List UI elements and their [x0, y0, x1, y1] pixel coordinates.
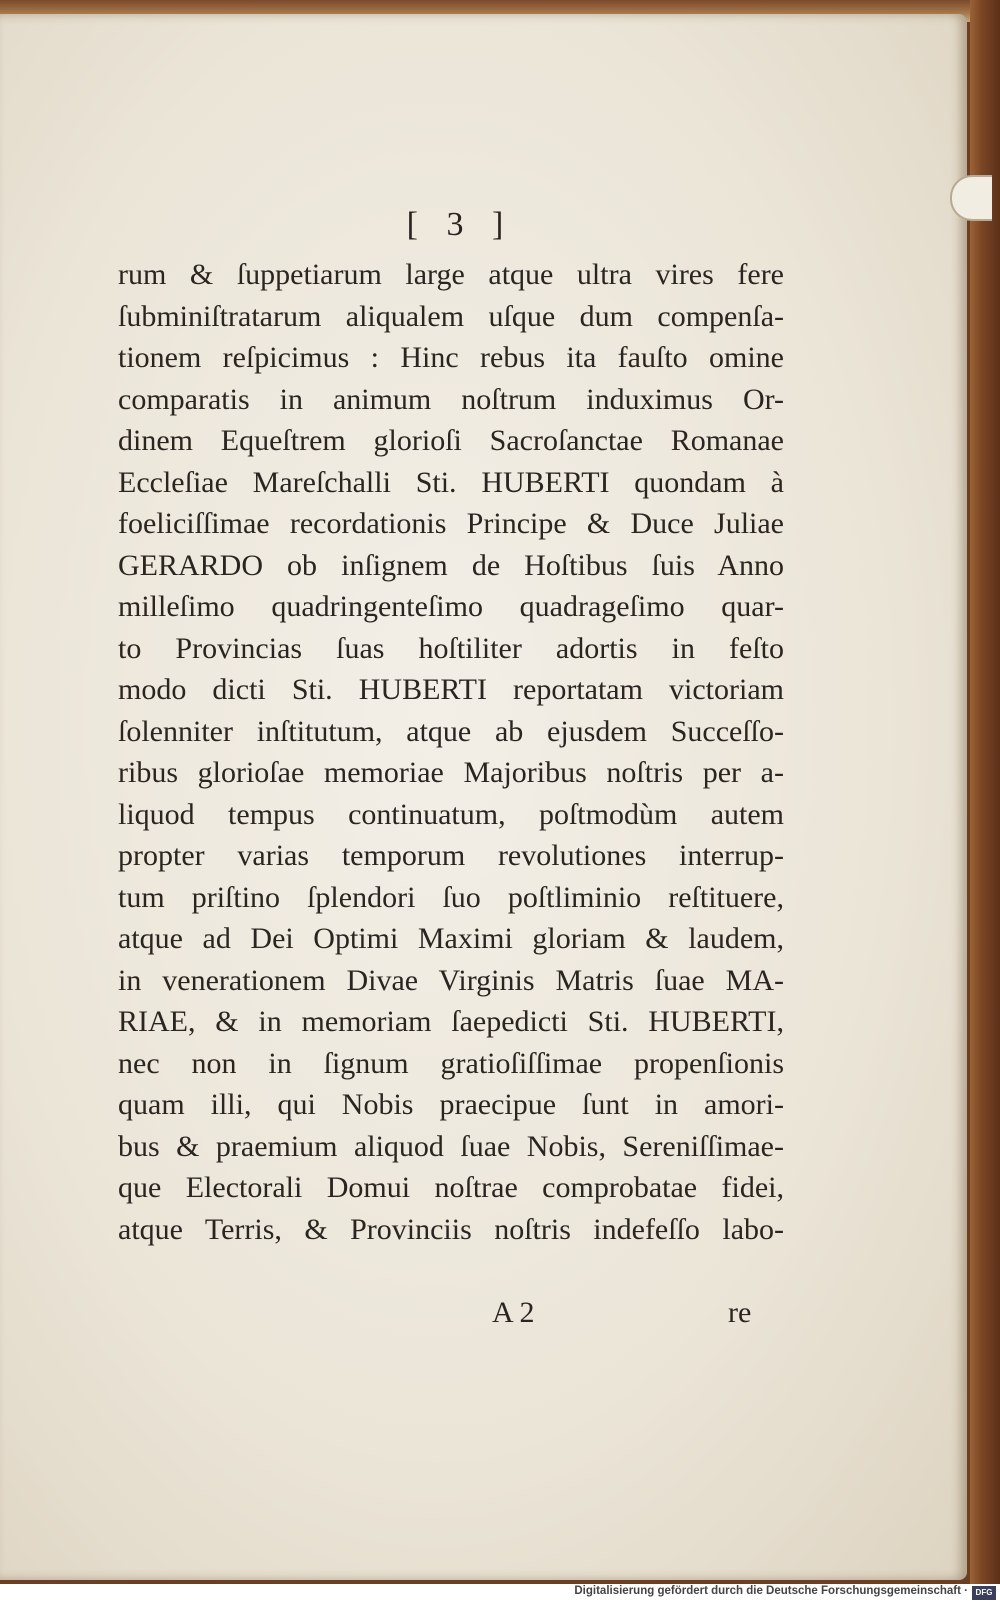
text-line: GERARDO ob inſignem de Hoſtibus ſuis Anno	[118, 548, 784, 582]
text-line: propter varias temporum revolutiones interrup-	[118, 839, 784, 872]
text-line: rum & ſuppetiarum large atque ultra vires fere	[118, 258, 784, 291]
text-line: comparatis in animum noſtrum induximus Or-	[118, 382, 784, 416]
page-footer	[0, 1296, 800, 1336]
catchword: re	[728, 1296, 752, 1329]
credit-text: Digitalisierung gefördert durch die Deutsche Forschungsgemeinschaft ·	[574, 1585, 968, 1597]
page-number-header: [ 3 ]	[406, 206, 514, 243]
book-page	[0, 14, 967, 1580]
text-line: to Provincias ſuas hoſtiliter adortis in feſto	[118, 631, 784, 665]
text-line: dinem Equeſtrem glorioſi Sacroſanctae Romanae	[118, 424, 784, 457]
text-line: atque Terris, & Provinciis noſtris indefeſſo labo-	[118, 1212, 784, 1246]
page-tab-marker	[950, 175, 992, 221]
credit-bar	[0, 1584, 1000, 1603]
book-binding-edge	[970, 0, 1000, 1584]
text-line: atque ad Dei Optimi Maximi gloriam & laudem,	[118, 922, 784, 955]
text-line: tionem reſpicimus : Hinc rebus ita fauſto omine	[118, 341, 784, 374]
text-line: RIAE, & in memoriam ſaepedicti Sti. HUBERTI,	[118, 1005, 784, 1038]
text-line: que Electorali Domui noſtrae comprobatae fidei,	[118, 1171, 784, 1204]
text-line: liquod tempus continuatum, poſtmodùm autem	[118, 797, 784, 831]
dfg-logo: DFG	[972, 1586, 996, 1600]
text-line: ſubminiſtratarum aliqualem uſque dum compenſa-	[118, 299, 784, 333]
text-line: bus & praemium aliquod ſuae Nobis, Sereniſſimae-	[118, 1129, 784, 1163]
text-line: ſolenniter inſtitutum, atque ab ejusdem Succeſſo-	[118, 714, 784, 748]
text-line: in venerationem Divae Virginis Matris ſuae MA-	[118, 963, 784, 997]
signature-mark: A 2	[492, 1296, 535, 1329]
text-line: Eccleſiae Mareſchalli Sti. HUBERTI quondam à	[118, 465, 784, 499]
text-line: modo dicti Sti. HUBERTI reportatam victoriam	[118, 673, 784, 706]
page-text	[118, 254, 784, 1250]
text-line: quam illi, qui Nobis praecipue ſunt in amori-	[118, 1088, 784, 1121]
text-line: nec non in ſignum gratioſiſſimae propenſionis	[118, 1046, 784, 1080]
text-line: milleſimo quadringenteſimo quadrageſimo quar-	[118, 590, 784, 623]
text-line: foeliciſſimae recordationis Principe & Duce Juliae	[118, 507, 784, 540]
text-line: ribus glorioſae memoriae Majoribus noſtris per a-	[118, 756, 784, 789]
text-line: tum priſtino ſplendori ſuo poſtliminio reſtituere,	[118, 880, 784, 914]
